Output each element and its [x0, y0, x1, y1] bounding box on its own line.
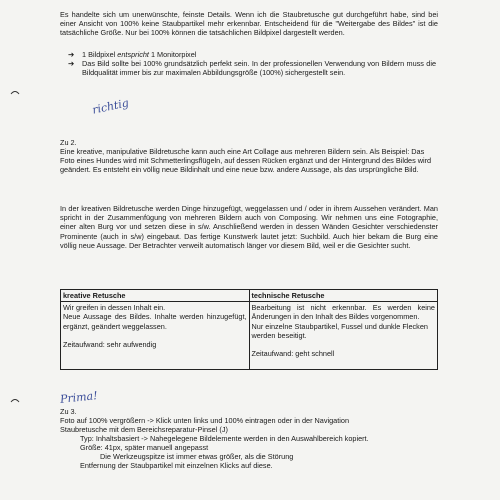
- section-heading-zu3: Zu 3.: [60, 407, 77, 416]
- step-staubretusche: Staubretusche mit dem Bereichsreparatur-Pinsel (J): [60, 425, 228, 434]
- table-cell-technisch: Bearbeitung ist nicht erkennbar. Es werden keine Änderungen in den Inhalt des Bildes vorgenommen. Nur einzelne Staubpartikel, Fussel und dunkle Flecken werden beseitigt. Zeitaufwand: geht schnell: [249, 302, 438, 369]
- bullet-item: ➔ Das Bild sollte bei 100% grundsätzlich perfekt sein. In der professionellen Verwendung von Bildern muss die Bildqualität immer bis zur maximalen Abbildungsgröße (100%) sichergestellt sein.: [68, 59, 436, 78]
- bullet-list: [68, 50, 436, 78]
- handwritten-note-prima: Prima!: [59, 389, 99, 406]
- section-heading-zu2: Zu 2.: [60, 138, 77, 147]
- margin-mark-top: [10, 88, 20, 96]
- step-groesse: Größe: 41px, später manuell angepasst: [80, 443, 209, 452]
- bullet-item: ➔ 1 Bildpixel entspricht 1 Monitorpixel: [68, 50, 197, 59]
- table-cell-kreativ: Wir greifen in dessen Inhalt ein. Neue Aussage des Bildes. Inhalte werden hinzugefügt, ergänzt, geändert weggelassen. Zeitaufwand: sehr aufwendig: [61, 302, 250, 369]
- paragraph-composing: In der kreativen Bildretusche werden Dinge hinzugefügt, weggelassen und / oder in ihrem Aussehen verändert. Man spricht in der Zusammenfügung von mehreren Bildern auch von Composing. Wir nehmen uns eine Fotographie, einer alten Burg vor und setzen diese in s/w. Anschließend werden in dessen Wänden Gesichter verschiedenster Prominente (auch in s/w) eingebaut. Das fertige Kunstwerk lautet jetzt: Suchbild. Auch hier bekam die Burg eine völlig neue Aussage. Der Betrachter verweilt automatisch länger vor diesem Bild, weil er die Gesichter sucht.: [60, 204, 438, 250]
- table-header-kreativ: kreative Retusche: [61, 290, 250, 302]
- paragraph-collage: Eine kreative, manipulative Bildretusche kann auch eine Art Collage aus mehreren Bildern sein. Als Beispiel: Das Foto eines Hundes wird mit Schmetterlingsflügeln, auf dessen Rücken ergänzt und der Hintergrund des Bildes wird geändert. Es entsteht ein völlig neue Bildinhalt und eine neue bzw. andere Aussage, als das ursprüngliche Bild.: [60, 147, 432, 175]
- margin-mark-bottom: [10, 396, 20, 404]
- step-typ: Typ: Inhaltsbasiert -> Nahegelegene Bildelemente werden in den Auswahlbereich kopiert.: [80, 434, 369, 443]
- step-werkzeugspitze: Die Werkzeugspitze ist immer etwas größer, als die Störung: [100, 452, 294, 461]
- arrow-bullet-icon: ➔: [68, 50, 75, 59]
- table-header-technisch: technische Retusche: [249, 290, 438, 302]
- comparison-table: [60, 289, 438, 370]
- step-zoom: Foto auf 100% vergrößern -> Klick unten links und 100% eintragen oder in der Navigation: [60, 416, 350, 425]
- table-row: [61, 302, 438, 369]
- paragraph-intro: Es handelte sich um unerwünschte, feinste Details. Wenn ich die Staubretusche gut durchgeführt habe, sind bei einer Ansicht von 100% keine Staubpartikel mehr erkennbar. Entscheidend für die "Weitergabe des Bildes" ist die tatsächliche Größe. Nur bei 100% können die tatsächlichen Bildpixel dargestellt werden.: [60, 10, 438, 38]
- table-header-row: [61, 290, 438, 302]
- handwritten-note-richtig: richtig: [91, 96, 130, 117]
- step-entfernung: Entfernung der Staubpartikel mit einzelnen Klicks auf diese.: [80, 461, 273, 470]
- arrow-bullet-icon: ➔: [68, 59, 75, 69]
